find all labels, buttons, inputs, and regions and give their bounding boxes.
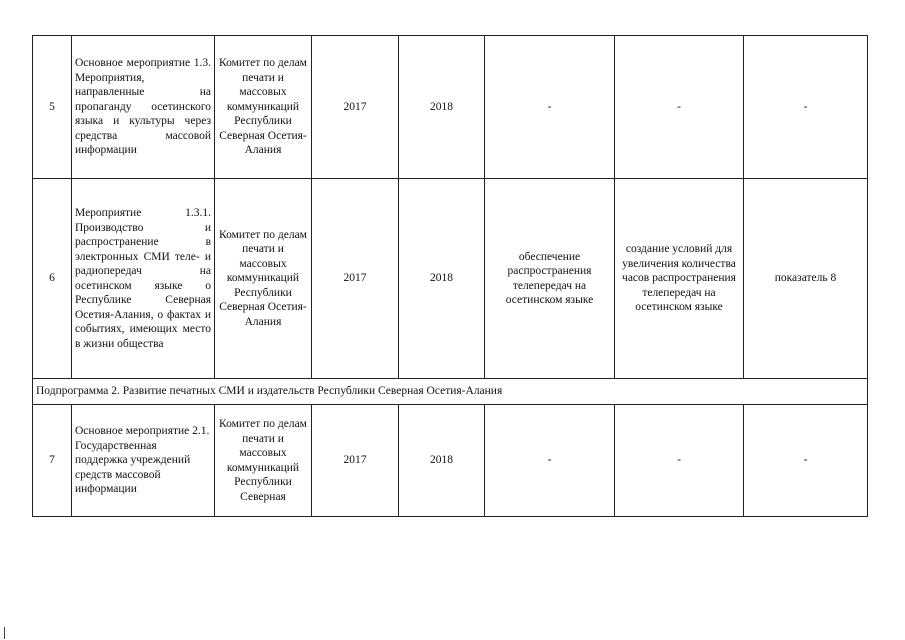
table-row xyxy=(33,405,868,517)
event-name-text: Основное мероприятие 2.1. Государственная поддержка учреждений средств массовой информации xyxy=(75,425,210,496)
event-name-text: Мероприятие 1.3.1. Производство и распространение в электронных СМИ теле- и радиопередач на осетинском языке о Республике Северная Осетия-Алания, о фактах и событиях, имеющих место в жизни общества xyxy=(75,207,211,350)
expected-result: - xyxy=(485,36,615,179)
expected-result: обеспечение распространения телепередач на осетинском языке xyxy=(485,179,615,379)
event-name-text: Основное мероприятие 1.3. Мероприятия, направленные на пропаганду осетинского языка и культуры через средства массовой информации xyxy=(75,57,211,157)
event-name xyxy=(72,405,215,517)
executor: Комитет по делам печати и массовых коммуникаций Республики Северная xyxy=(215,405,312,517)
table-row xyxy=(33,36,868,179)
row-number: 5 xyxy=(33,36,72,179)
table-row xyxy=(33,179,868,379)
scan-edge-mark xyxy=(4,627,5,639)
row-number: 7 xyxy=(33,405,72,517)
indicator: показатель 8 xyxy=(744,179,868,379)
event-name xyxy=(72,179,215,379)
end-year: 2018 xyxy=(399,179,485,379)
end-year: 2018 xyxy=(399,405,485,517)
consequence: создание условий для увеличения количества часов распространения телепередач на осетинском языке xyxy=(615,179,744,379)
program-table xyxy=(32,35,868,517)
subprogram-title: Подпрограмма 2. Развитие печатных СМИ и издательств Республики Северная Осетия-Алания xyxy=(33,379,868,405)
start-year: 2017 xyxy=(312,405,399,517)
expected-result: - xyxy=(485,405,615,517)
start-year: 2017 xyxy=(312,36,399,179)
indicator: - xyxy=(744,36,868,179)
executor: Комитет по делам печати и массовых коммуникаций Республики Северная Осетия-Алания xyxy=(215,179,312,379)
indicator: - xyxy=(744,405,868,517)
start-year: 2017 xyxy=(312,179,399,379)
end-year: 2018 xyxy=(399,36,485,179)
subprogram-row xyxy=(33,379,868,405)
event-name xyxy=(72,36,215,179)
consequence: - xyxy=(615,405,744,517)
consequence: - xyxy=(615,36,744,179)
executor: Комитет по делам печати и массовых коммуникаций Республики Северная Осетия-Алания xyxy=(215,36,312,179)
row-number: 6 xyxy=(33,179,72,379)
